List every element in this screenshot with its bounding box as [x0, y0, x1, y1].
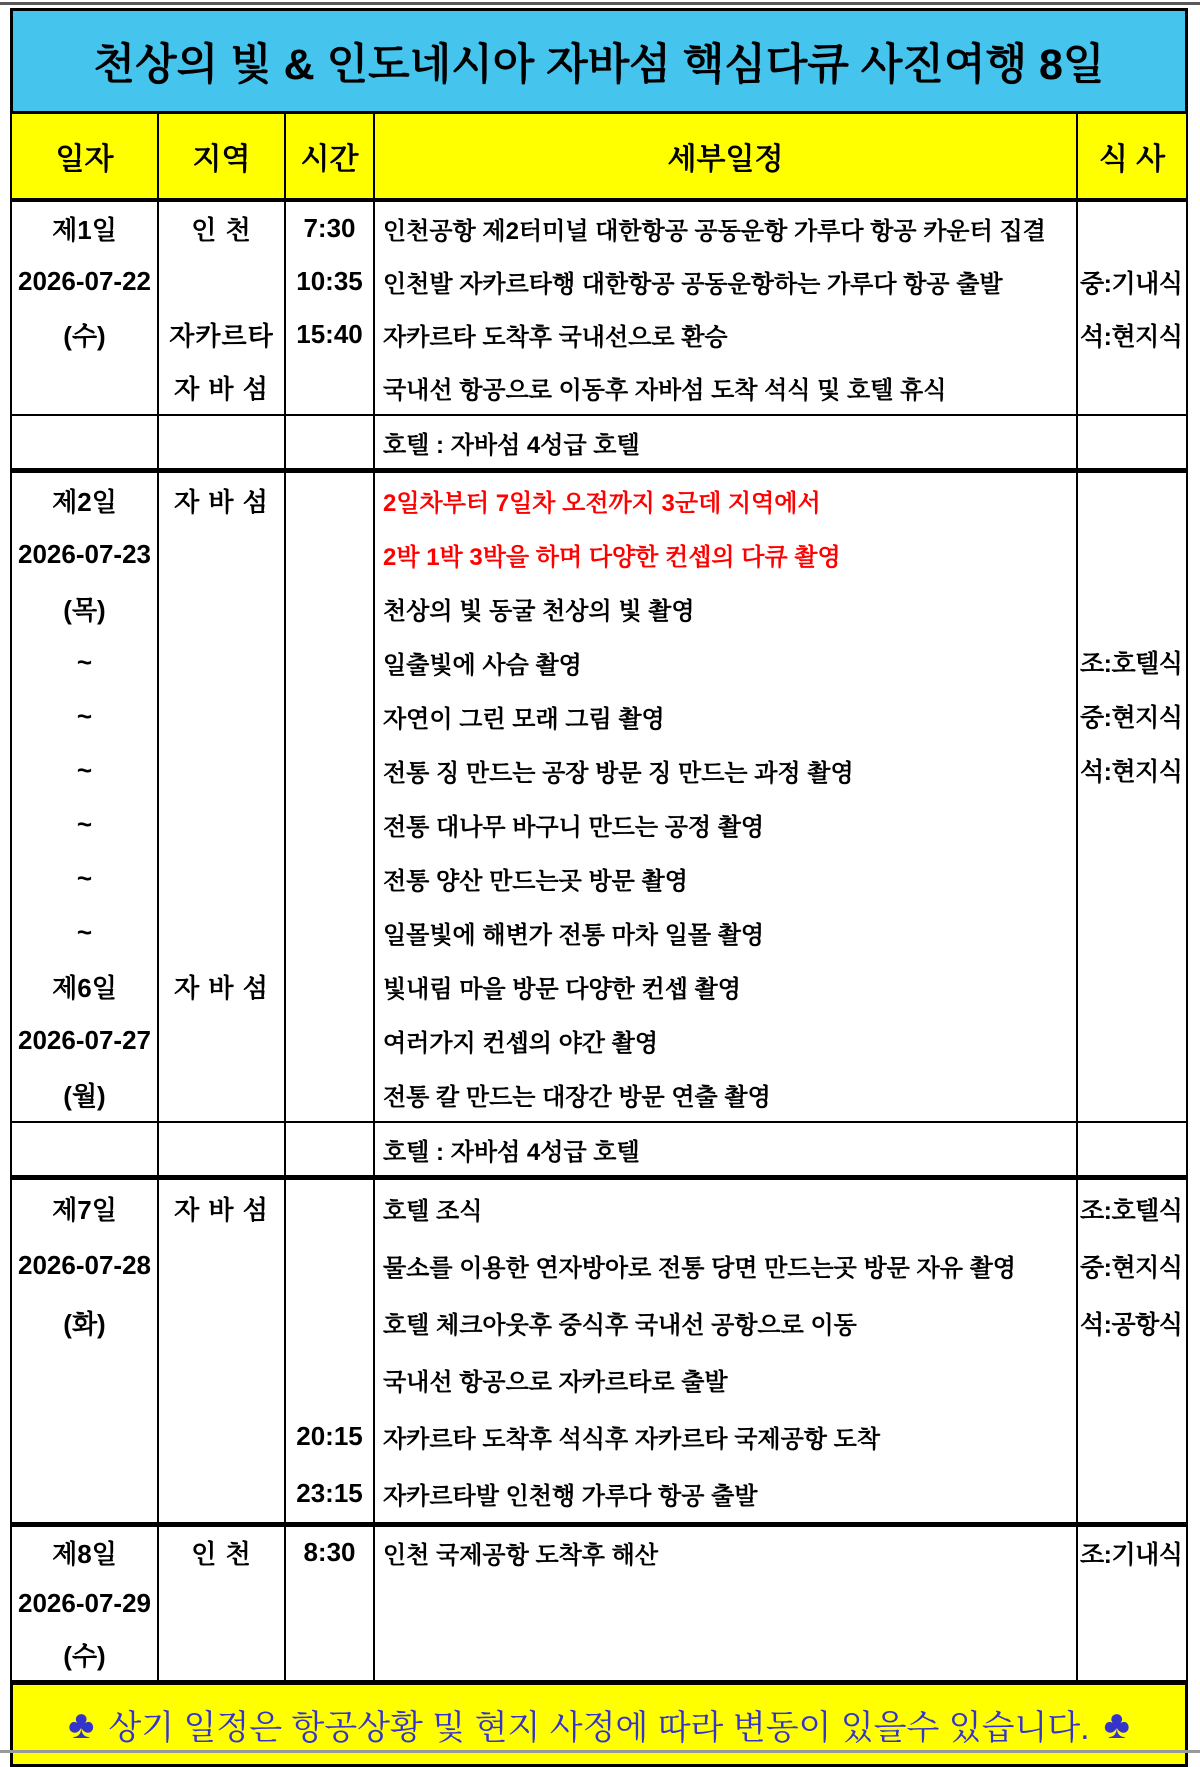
meal-cell: 중:현지식 — [1080, 1253, 1183, 1282]
header-region: 지역 — [159, 114, 286, 198]
date-cell — [12, 1123, 157, 1175]
region-cell: 자 바 섬 — [174, 486, 269, 517]
date-cell: 2026-07-23 — [18, 538, 151, 569]
region-cell — [159, 1237, 284, 1294]
schedule-cell: 자카르타발 인천행 가루다 항공 출발 — [383, 1483, 758, 1510]
schedule-cell: 인천발 자카르타행 대한항공 공동운항하는 가루다 항공 출발 — [383, 271, 1003, 298]
schedule-cell — [375, 1629, 1076, 1680]
region-cell: 자 바 섬 — [174, 374, 269, 404]
date-cell: 제7일 — [52, 1195, 117, 1225]
meal-cell — [1078, 851, 1186, 905]
region-cell — [159, 1013, 284, 1067]
region-cell-column — [159, 1123, 286, 1175]
region-cell — [159, 1351, 284, 1408]
region-cell — [159, 743, 284, 797]
schedule-cell-column — [375, 1123, 1078, 1175]
schedule-cell: 자카르타 도착후 석식후 자카르타 국제공항 도착 — [383, 1426, 881, 1453]
meal-cell: 중:기내식 — [1080, 269, 1183, 298]
time-cell: 23:15 — [296, 1478, 363, 1508]
region-cell — [159, 527, 284, 581]
club-icon: ♣ — [1103, 1702, 1130, 1747]
meal-cell — [1078, 1067, 1186, 1121]
schedule-cell: 호텔 : 자바섬 4성급 호텔 — [383, 1138, 640, 1166]
region-cell — [159, 1629, 284, 1680]
time-cell — [286, 797, 373, 851]
time-cell — [286, 689, 373, 743]
header-date: 일자 — [12, 114, 159, 198]
schedule-cell-column — [375, 1180, 1078, 1522]
header-meals: 식 사 — [1098, 143, 1166, 176]
time-cell — [286, 416, 373, 468]
time-cell — [286, 1294, 373, 1351]
time-cell — [286, 1578, 373, 1629]
meal-cell: 석:공항식 — [1080, 1310, 1183, 1339]
schedule-cell: 국내선 항공으로 이동후 자바섬 도착 석식 및 호텔 휴식 — [383, 377, 947, 404]
meal-cell — [1078, 1351, 1186, 1408]
section-day2 — [12, 473, 1186, 1123]
date-cell-column — [12, 1180, 159, 1522]
date-cell-column — [12, 1527, 159, 1680]
meal-cell — [1078, 797, 1186, 851]
meal-cell-column — [1078, 416, 1186, 468]
schedule-cell: 전통 대나무 바구니 만드는 공정 촬영 — [383, 813, 765, 841]
schedule-cell: 인천공항 제2터미널 대한항공 공동운항 가루다 항공 카운터 집결 — [383, 218, 1046, 245]
date-cell: ~ — [76, 646, 93, 677]
region-cell — [159, 635, 284, 689]
time-cell: 20:15 — [296, 1421, 363, 1451]
schedule-cell: 일출빛에 사슴 촬영 — [383, 651, 582, 679]
time-cell — [286, 851, 373, 905]
time-cell — [286, 1237, 373, 1294]
meal-cell: 조:호텔식 — [1080, 650, 1183, 678]
region-cell — [159, 851, 284, 905]
time-cell — [286, 743, 373, 797]
date-cell: (월) — [63, 1080, 106, 1111]
table-body — [12, 202, 1186, 1680]
time-cell — [286, 959, 373, 1013]
time-cell — [286, 1067, 373, 1121]
region-cell-column — [159, 1180, 286, 1522]
meal-cell — [1078, 959, 1186, 1013]
meal-cell — [1078, 581, 1186, 635]
date-cell — [12, 1465, 157, 1522]
schedule-cell: 전통 칼 만드는 대장간 방문 연출 촬영 — [383, 1083, 771, 1111]
page-top-edge — [0, 2, 1200, 5]
region-cell — [159, 1578, 284, 1629]
schedule-cell: 전통 양산 만드는곳 방문 촬영 — [383, 867, 688, 895]
date-cell-column — [12, 202, 159, 414]
schedule-cell: 2일차부터 7일차 오전까지 3군데 지역에서 — [383, 489, 821, 517]
region-cell-column — [159, 202, 286, 414]
date-cell: 제6일 — [52, 972, 117, 1003]
region-cell — [159, 1465, 284, 1522]
meal-cell-column — [1078, 1180, 1186, 1522]
meal-cell-column — [1078, 473, 1186, 1121]
schedule-cell: 자연이 그린 모래 그림 촬영 — [383, 705, 665, 733]
date-cell-column — [12, 473, 159, 1121]
region-cell: 인 천 — [191, 1539, 252, 1569]
time-cell — [286, 1351, 373, 1408]
region-cell — [159, 255, 284, 308]
time-cell — [286, 581, 373, 635]
time-cell-column — [286, 1527, 375, 1680]
section-day8 — [12, 1527, 1186, 1680]
itinerary-document — [10, 8, 1188, 1767]
date-cell: ~ — [76, 700, 93, 731]
region-cell — [159, 1294, 284, 1351]
section-day1 — [12, 202, 1186, 416]
schedule-cell — [375, 1578, 1076, 1629]
schedule-cell-column — [375, 416, 1078, 468]
time-cell-column — [286, 416, 375, 468]
date-cell: 제1일 — [52, 215, 117, 245]
meal-cell — [1078, 416, 1186, 468]
schedule-cell: 물소를 이용한 연자방아로 전통 당면 만드는곳 방문 자유 촬영 — [383, 1255, 1016, 1282]
date-cell: (화) — [63, 1309, 106, 1339]
section-day7 — [12, 1180, 1186, 1527]
meal-cell — [1078, 1123, 1186, 1175]
region-cell: 인 천 — [191, 215, 252, 245]
date-cell: (수) — [63, 321, 106, 351]
date-cell: ~ — [76, 916, 93, 947]
schedule-cell: 일몰빛에 해변가 전통 마차 일몰 촬영 — [383, 921, 765, 949]
meal-cell-column — [1078, 202, 1186, 414]
time-cell — [286, 1013, 373, 1067]
meal-cell — [1078, 1465, 1186, 1522]
meal-cell — [1078, 473, 1186, 527]
schedule-cell: 2박 1박 3박을 하며 다양한 컨셉의 다큐 촬영 — [383, 543, 841, 571]
time-cell — [286, 527, 373, 581]
time-cell-column — [286, 1180, 375, 1522]
region-cell — [159, 905, 284, 959]
date-cell: 2026-07-27 — [18, 1024, 151, 1055]
time-cell: 8:30 — [303, 1537, 356, 1567]
time-cell — [286, 635, 373, 689]
time-cell: 7:30 — [303, 213, 356, 243]
trip-title: 천상의 빛 & 인도네시아 자바섬 핵심다큐 사진여행 8일 — [93, 40, 1105, 89]
region-cell — [159, 1067, 284, 1121]
date-cell — [12, 416, 157, 468]
date-cell: 2026-07-22 — [18, 266, 151, 296]
meal-cell — [1078, 1408, 1186, 1465]
region-cell-column — [159, 473, 286, 1121]
schedule-cell: 천상의 빛 동굴 천상의 빛 촬영 — [383, 597, 695, 625]
meal-cell — [1078, 361, 1186, 414]
time-cell — [286, 361, 373, 414]
date-cell: ~ — [76, 754, 93, 785]
meal-cell — [1078, 905, 1186, 959]
meal-cell — [1078, 1629, 1186, 1680]
section-hotel2 — [12, 1123, 1186, 1180]
date-cell — [12, 1408, 157, 1465]
header-time: 시간 — [286, 114, 375, 198]
schedule-cell-column — [375, 473, 1078, 1121]
meal-cell: 조:기내식 — [1080, 1540, 1183, 1569]
date-cell: 제2일 — [52, 486, 117, 517]
title-banner — [10, 8, 1188, 114]
date-cell — [12, 361, 157, 414]
date-cell-column — [12, 1123, 159, 1175]
time-cell — [286, 905, 373, 959]
meal-cell — [1078, 202, 1186, 255]
region-cell — [159, 1408, 284, 1465]
schedule-cell: 여러가지 컨셉의 야간 촬영 — [383, 1029, 659, 1057]
schedule-cell: 호텔 조식 — [383, 1198, 483, 1225]
club-icon: ♣ — [68, 1702, 95, 1747]
meal-cell — [1078, 1578, 1186, 1629]
meal-cell-column — [1078, 1123, 1186, 1175]
time-cell — [286, 1629, 373, 1680]
meal-cell: 석:현지식 — [1080, 322, 1183, 351]
region-cell — [159, 689, 284, 743]
date-cell: ~ — [76, 808, 93, 839]
region-cell — [159, 581, 284, 635]
schedule-cell: 국내선 항공으로 자카르타로 출발 — [383, 1369, 728, 1396]
meal-cell: 중:현지식 — [1080, 704, 1183, 732]
schedule-cell: 자카르타 도착후 국내선으로 환승 — [383, 324, 728, 351]
region-cell-column — [159, 1527, 286, 1680]
date-cell: 제8일 — [52, 1539, 117, 1569]
time-cell: 15:40 — [296, 319, 363, 349]
schedule-cell: 인천 국제공항 도착후 해산 — [383, 1542, 659, 1569]
date-cell: 2026-07-28 — [18, 1250, 151, 1280]
section-hotel1 — [12, 416, 1186, 473]
date-cell — [12, 1351, 157, 1408]
schedule-cell-column — [375, 202, 1078, 414]
date-cell: ~ — [76, 862, 93, 893]
region-cell: 자 바 섬 — [174, 1195, 269, 1225]
schedule-cell: 호텔 : 자바섬 4성급 호텔 — [383, 431, 640, 459]
schedule-cell-column — [375, 1527, 1078, 1680]
footer-note-bar — [10, 1683, 1188, 1767]
page-bottom-edge — [0, 1750, 1200, 1753]
region-cell — [159, 797, 284, 851]
footer-note: 상기 일정은 항공상황 및 현지 사정에 따라 변동이 있을수 있습니다. — [108, 1709, 1090, 1747]
time-cell — [286, 1180, 373, 1237]
region-cell: 자카르타 — [169, 321, 274, 351]
date-cell-column — [12, 416, 159, 468]
time-cell-column — [286, 1123, 375, 1175]
time-cell: 10:35 — [296, 266, 363, 296]
meal-cell — [1078, 527, 1186, 581]
meal-cell: 석:현지식 — [1080, 758, 1183, 786]
schedule-cell: 호텔 체크아웃후 중식후 국내선 공항으로 이동 — [383, 1312, 857, 1339]
time-cell — [286, 473, 373, 527]
itinerary-table — [10, 114, 1188, 1683]
date-cell: 2026-07-29 — [18, 1588, 151, 1618]
meal-cell-column — [1078, 1527, 1186, 1680]
schedule-cell: 전통 징 만드는 공장 방문 징 만드는 과정 촬영 — [383, 759, 854, 787]
region-cell — [159, 1123, 284, 1175]
time-cell-column — [286, 202, 375, 414]
time-cell-column — [286, 473, 375, 1121]
date-cell: (목) — [63, 594, 106, 625]
meal-cell: 조:호텔식 — [1080, 1196, 1183, 1225]
schedule-cell: 빛내림 마을 방문 다양한 컨셉 촬영 — [383, 975, 741, 1003]
table-header-row — [12, 114, 1186, 202]
meal-cell — [1078, 1013, 1186, 1067]
time-cell — [286, 1123, 373, 1175]
region-cell: 자 바 섬 — [174, 972, 269, 1003]
region-cell — [159, 416, 284, 468]
region-cell-column — [159, 416, 286, 468]
header-schedule: 세부일정 — [375, 114, 1078, 198]
date-cell: (수) — [63, 1641, 106, 1671]
